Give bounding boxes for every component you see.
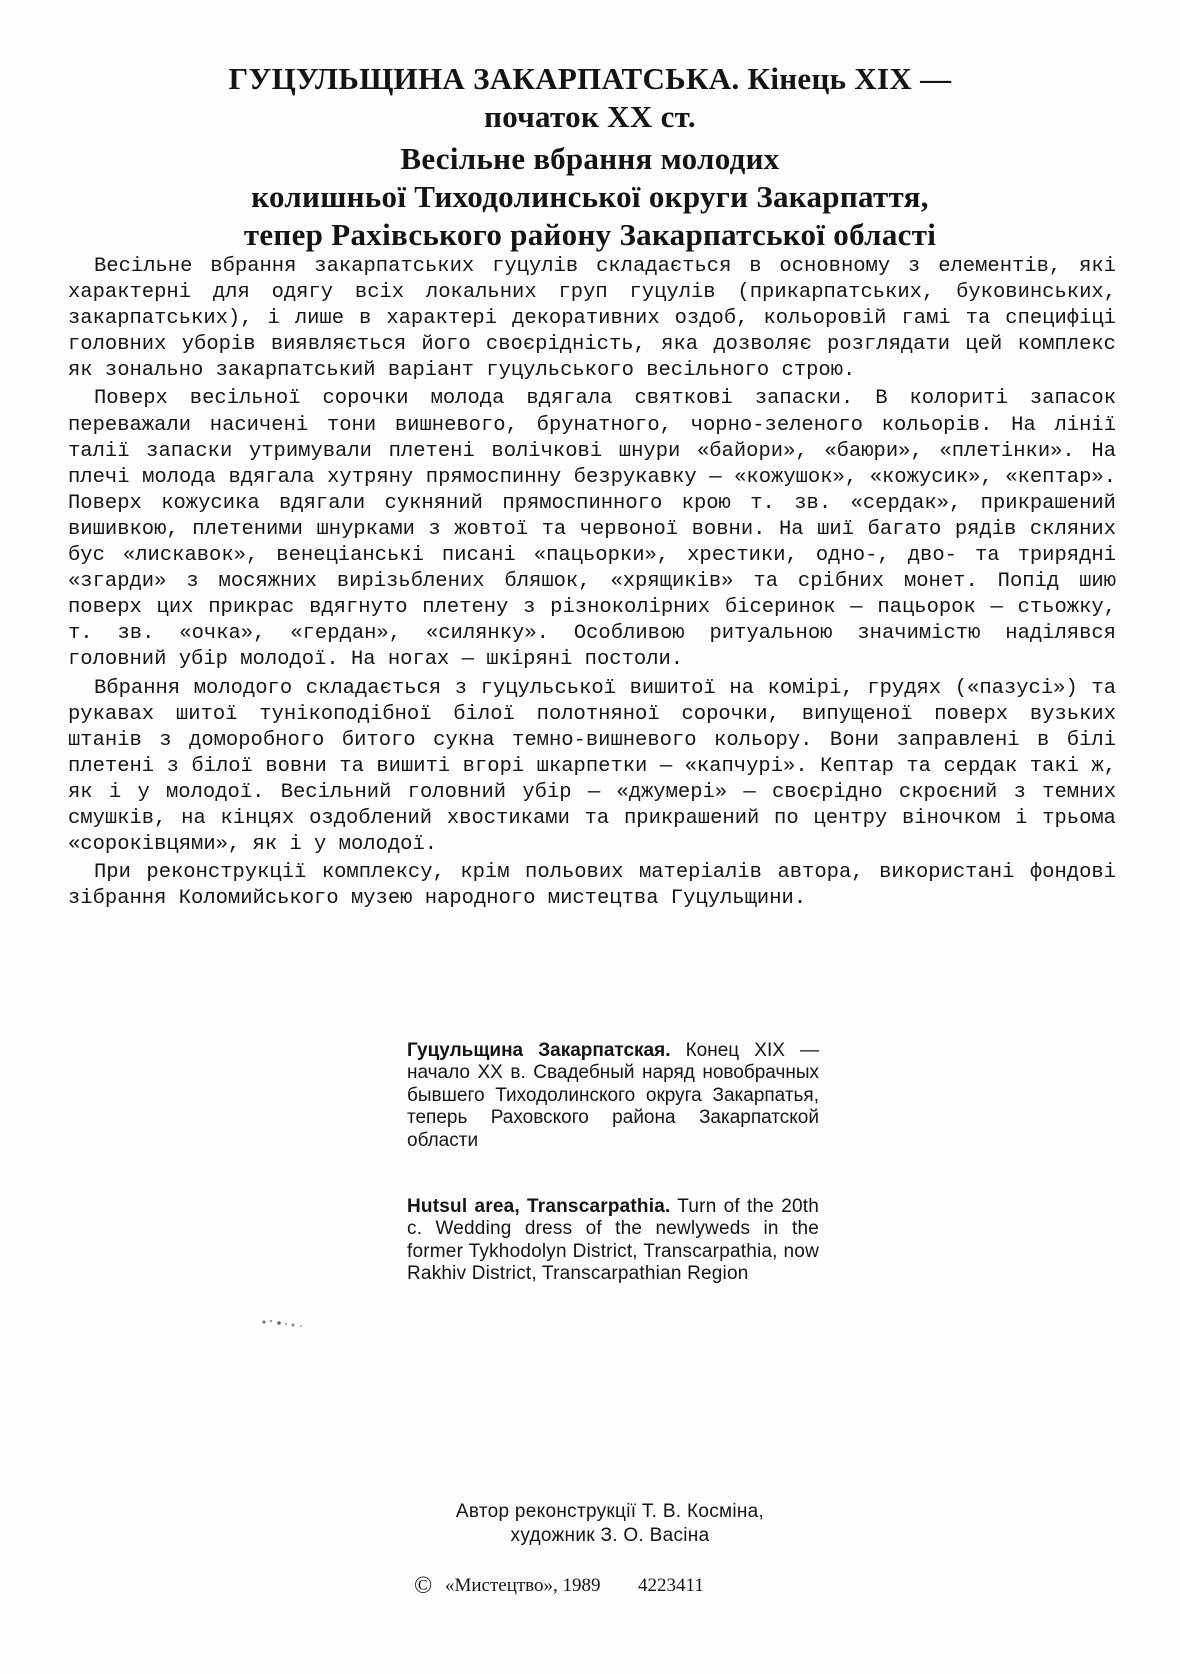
caption-english-lead: Hutsul area, Transcarpathia. xyxy=(407,1196,671,1217)
body-paragraph-3: Вбрання молодого складається з гуцульської вишитої на комірі, грудях («пазусі») та рукавах шитої тунікоподібної білої полотняної сорочки, випущеної поверх вузьких штанів з доморобного битого сукна темно-вишневого кольору. Вони заправлені в білі плетені з білої вовни та вишиті вгорі шкарпетки — «капчурі». Кептар та сердак такі ж, як і у молодої. Весільний головний убір — «джумері» — своєрідно скроєний з темних смушків, на кінцях оздоблений хвостиками та прикрашений по центру віночком і трьома «сороківцями», як і у молодої. xyxy=(68,676,1116,857)
title-block xyxy=(150,60,1030,254)
caption-english-text: Turn of the 20th c. Wedding dress of the newlyweds in the former Tykhodolyn District, Transcarpathia, now Rakhiv District, Transcarpathian Region xyxy=(407,1196,819,1285)
title-line-2: початок XX ст. xyxy=(484,99,696,134)
credits-artist: художник З. О. Васіна xyxy=(510,1525,710,1546)
credits xyxy=(380,1500,840,1548)
caption-russian xyxy=(407,1040,819,1152)
subtitle-line-3: тепер Рахівського району Закарпатської області xyxy=(243,217,937,252)
body-paragraph-4: При реконструкції комплексу, крім польових матеріалів автора, використані фондові зібрання Коломийського музею народного мистецтва Гуцульщини. xyxy=(68,861,1116,911)
imprint-line xyxy=(414,1574,834,1598)
body-text xyxy=(68,254,1116,914)
subtitle-line-2: колишньої Тиходолинської округи Закарпаття, xyxy=(251,179,929,214)
caption-english xyxy=(407,1196,819,1286)
caption-russian-text: Конец XIX — начало XX в. Свадебный наряд новобрачных бывшего Тиходолинского округа Закарпатья, теперь Раховского района Закарпатской области xyxy=(407,1040,820,1151)
title-line-1: ГУЦУЛЬЩИНА ЗАКАРПАТСЬКА. Кінець XIX — xyxy=(228,61,952,96)
copyright-icon: © xyxy=(414,1573,433,1599)
subtitle-line-1: Весільне вбрання молодих xyxy=(400,141,780,176)
caption-russian-lead: Гуцульщина Закарпатская. xyxy=(407,1040,671,1061)
body-paragraph-1: Весільне вбрання закарпатських гуцулів складається в основному з елементів, які характерні для одягу всіх локальних груп гуцулів (прикарпатських, буковинських, закарпатських), і лише в характері декоративних оздоб, кольоровій гамі та специфіці головних уборів виявляється його своєрідність, яка дозволяє розглядати цей комплекс як зонально закарпатський варіант гуцульського весільного строю. xyxy=(68,255,1116,383)
publication-code: 4223411 xyxy=(638,1575,704,1596)
publisher-info: «Мистецтво», 1989 xyxy=(444,1575,601,1596)
body-paragraph-2: Поверх весільної сорочки молода вдягала святкові запаски. В колориті запасок переважали насичені тони вишневого, брунатного, чорно-зеленого кольорів. На лінії талії запаски утримували плетені волічкові шнури «байори», «баюри», «плетінки». На плечі молода вдягала хутряну прямоспинну безрукавку — «кожушок», «кожусик», «кептар». Поверх кожусика вдягали сукняний прямоспинного крою т. зв. «сердак», прикрашений вишивкою, плетеними шнурками з жовтої та червоної вовни. На шиї багато рядів скляних бус «лискавок», венеціанські писані «пацьорки», хрестики, одно-, дво- та трирядні «згарди» з мосяжних вирізьблених бляшок, «хрящиків» та срібних монет. Попід шию поверх цих прикрас вдягнуто плетену з різноколірних бісеринок — пацьорок — стьожку, т. зв. «очка», «гердан», «силянку». Особливою ритуальною значимістю наділявся головний убір молодої. На ногах — шкіряні постоли. xyxy=(68,387,1116,672)
print-speck-mark xyxy=(258,1316,308,1330)
credits-author: Автор реконструкції Т. В. Косміна, xyxy=(455,1501,765,1522)
